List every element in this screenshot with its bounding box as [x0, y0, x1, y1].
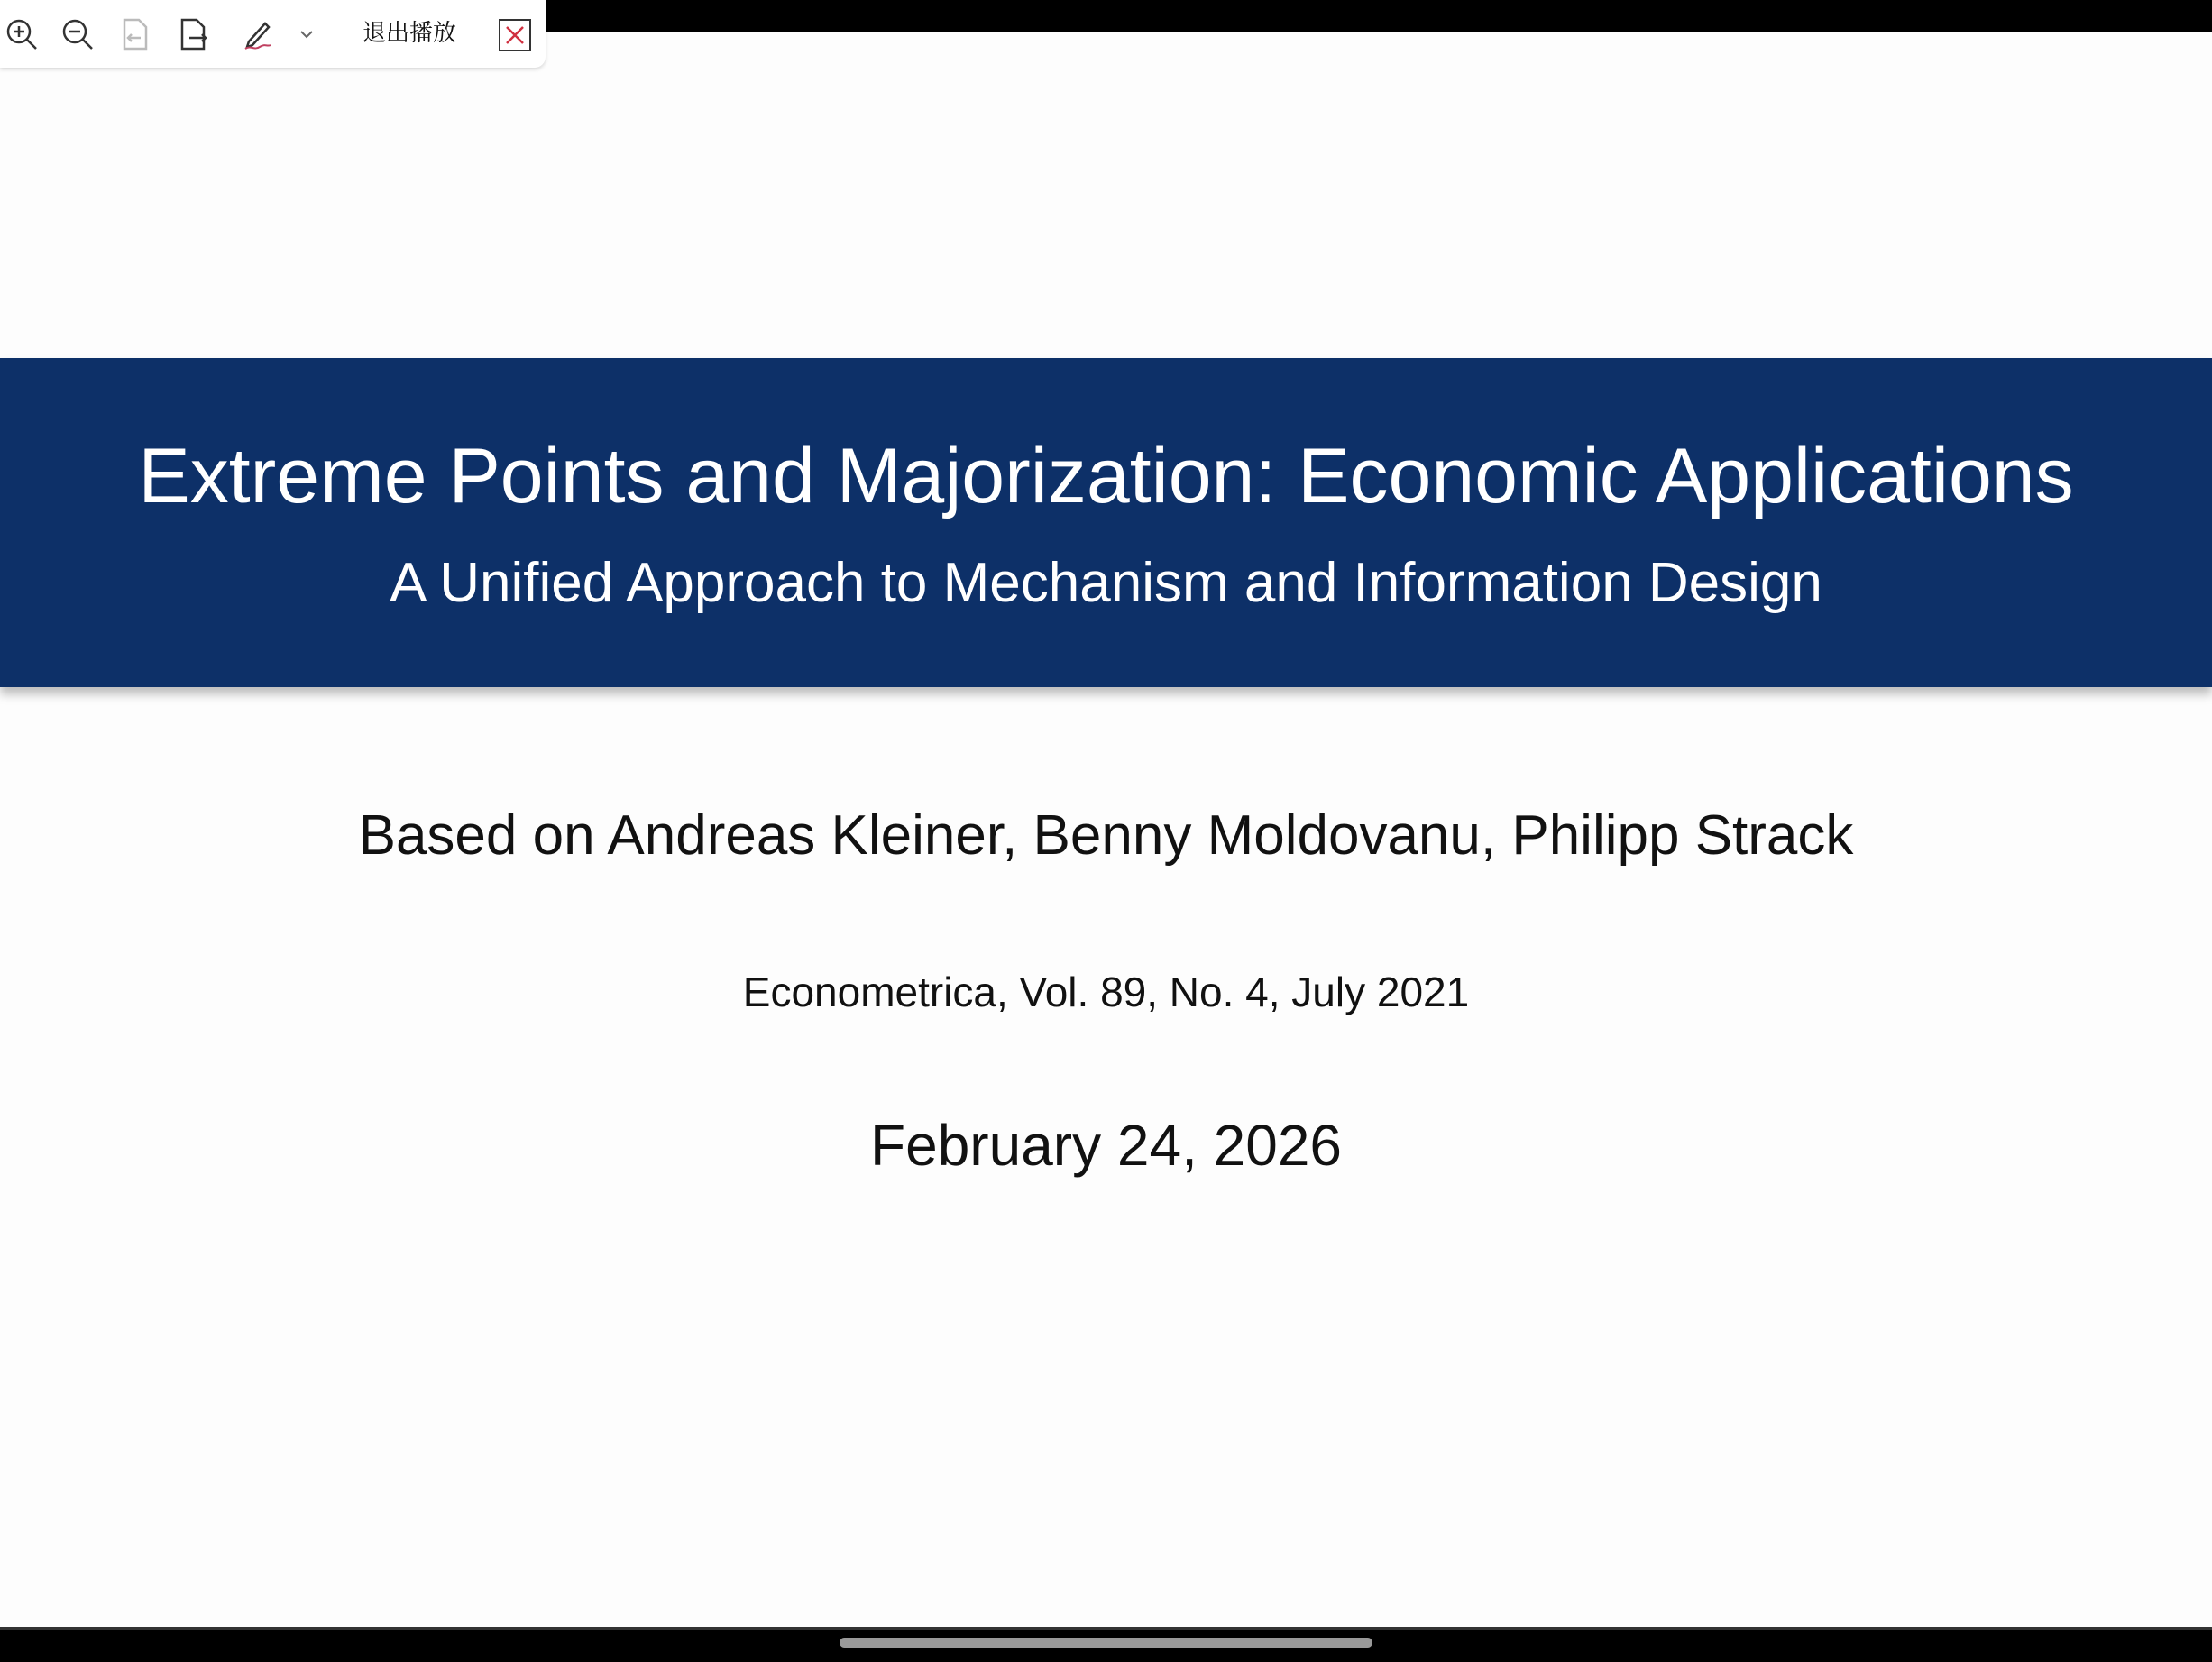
slide-title: Extreme Points and Majorization: Economic Applications — [138, 433, 2074, 519]
next-page-icon[interactable] — [175, 16, 211, 52]
slide-journal: Econometrica, Vol. 89, No. 4, July 2021 — [742, 969, 1470, 1015]
presentation-toolbar — [0, 0, 546, 68]
pen-icon[interactable] — [240, 16, 276, 52]
slide-authors: Based on Andreas Kleiner, Benny Moldovanu, Philipp Strack — [358, 804, 1854, 867]
slide-date: February 24, 2026 — [870, 1113, 1342, 1178]
title-banner — [0, 358, 2212, 687]
zoom-in-icon[interactable] — [4, 16, 40, 52]
chevron-down-icon[interactable] — [289, 16, 325, 52]
exit-presentation-button[interactable]: 退出播放 — [363, 20, 457, 47]
close-icon[interactable] — [498, 18, 534, 54]
slide-subtitle: A Unified Approach to Mechanism and Information Design — [390, 552, 1822, 614]
zoom-out-icon[interactable] — [60, 16, 96, 52]
home-indicator[interactable] — [840, 1638, 1372, 1648]
previous-page-icon[interactable] — [117, 16, 153, 52]
